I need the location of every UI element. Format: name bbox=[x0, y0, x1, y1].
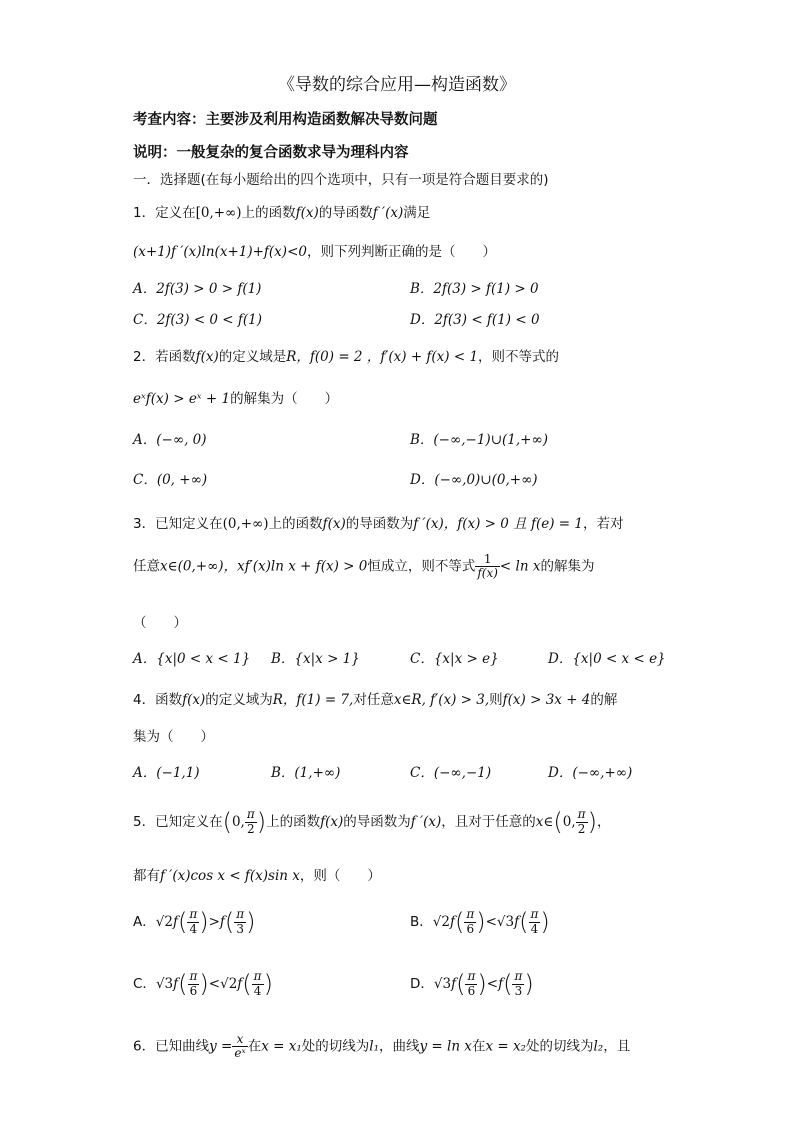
q1-stem-line1: 1．定义在[0,+∞)上的函数f(x)的导函数f ′(x)满足 bbox=[133, 205, 431, 221]
q2-option-c[interactable]: C．(0, +∞) bbox=[133, 472, 208, 488]
q5-option-a[interactable]: A．√2f( $\frac{\pi}{4}$ )>f( $\frac{\pi}{3}$ ) bbox=[133, 907, 256, 936]
q1-option-d[interactable]: D．2f(3) < f(1) < 0 bbox=[410, 312, 540, 328]
q2-option-b[interactable]: B．(−∞,−1)∪(1,+∞) bbox=[410, 432, 548, 448]
page-title: 《导数的综合应用—构造函数》 bbox=[278, 75, 516, 95]
q2-stem-line2: eˣf(x) > eˣ + 1的解集为（ ） bbox=[133, 391, 339, 407]
q5-option-b[interactable]: B．√2f( $\frac{\pi}{6}$ )<√3f( $\frac{\pi}{4}$ ) bbox=[410, 907, 550, 936]
q4-option-b[interactable]: B．(1,+∞) bbox=[271, 765, 341, 781]
q6-fraction: $\frac{x}{\text{eˣ}}$ bbox=[234, 1032, 246, 1061]
q3-option-d[interactable]: D．{x|0 < x < e} bbox=[548, 651, 666, 667]
q1-option-c[interactable]: C．2f(3) < 0 < f(1) bbox=[133, 312, 263, 328]
q5-option-c[interactable]: C．√3f( $\frac{\pi}{6}$ )<√2f( $\frac{\pi}{4}$ ) bbox=[133, 969, 273, 998]
q4-stem-line2: 集为（ ） bbox=[133, 729, 214, 745]
q3-fraction: $\frac{1}{f(x)}$ bbox=[477, 552, 498, 581]
q4-option-c[interactable]: C．(−∞,−1) bbox=[410, 765, 492, 781]
q4-option-a[interactable]: A．(−1,1) bbox=[133, 765, 200, 781]
q2-stem-line1: 2．若函数f(x)的定义域是R，f(0) = 2 ，f′(x) + f(x) < 1，则不等式的 bbox=[133, 349, 560, 365]
section-heading: 一．选择题(在每小题给出的四个选项中，只有一项是符合题目要求的) bbox=[133, 172, 549, 188]
q5-option-d[interactable]: D．√3f( $\frac{\pi}{6}$ )<f( $\frac{\pi}{3}$ ) bbox=[410, 969, 534, 998]
q5-interval-fraction: $\frac{\pi}{2}$ bbox=[246, 807, 255, 836]
q4-option-d[interactable]: D．(−∞,+∞) bbox=[548, 765, 633, 781]
q4-stem-line1: 4．函数f(x)的定义域为R，f(1) = 7,对任意x∈R, f′(x) > 3,则f(x) > 3x + 4的解 bbox=[133, 692, 618, 708]
q3-option-a[interactable]: A．{x|0 < x < 1} bbox=[133, 651, 251, 667]
q1-stem-line2: (x+1)f ′(x)ln(x+1)+f(x)<0，则下列判断正确的是（ ） bbox=[133, 244, 496, 260]
q2-option-a[interactable]: A．(−∞, 0) bbox=[133, 432, 207, 448]
q1-option-b[interactable]: B．2f(3) > f(1) > 0 bbox=[410, 281, 539, 297]
exam-content: 考查内容：主要涉及利用构造函数解决导数问题 bbox=[133, 112, 438, 128]
q3-stem-line2: 任意x∈(0,+∞)，xf′(x)ln x + f(x) > 0恒成立，则不等式 $\frac{1}{f(x)}$ < ln x的解集为 bbox=[133, 552, 595, 581]
q3-stem-line3: （ ） bbox=[133, 615, 187, 631]
q3-option-c[interactable]: C．{x|x > e} bbox=[410, 651, 499, 667]
q1-option-a[interactable]: A．2f(3) > 0 > f(1) bbox=[133, 281, 262, 297]
q3-option-b[interactable]: B．{x|x > 1} bbox=[271, 651, 360, 667]
q2-option-d[interactable]: D．(−∞,0)∪(0,+∞) bbox=[410, 472, 538, 488]
q5-stem-line2: 都有f ′(x)cos x < f(x)sin x，则（ ） bbox=[133, 868, 381, 884]
q3-stem-line1: 3．已知定义在(0,+∞)上的函数f(x)的导函数为f ′(x)，f(x) > 0 且 f(e) = 1，若对 bbox=[133, 516, 624, 532]
q6-stem-line1: 6．已知曲线y = $\frac{x}{\text{eˣ}}$ 在x = x₁处的切线为l₁，曲线y = ln x在x = x₂处的切线为l₂，且 bbox=[133, 1032, 631, 1061]
q5-stem-line1: 5．已知定义在(0, $\frac{\pi}{2}$ )上的函数f(x)的导函数为f ′(x)，且对于任意的x∈(0, $\frac{\pi}{2}$ )， bbox=[133, 807, 611, 836]
note: 说明：一般复杂的复合函数求导为理科内容 bbox=[133, 145, 409, 161]
